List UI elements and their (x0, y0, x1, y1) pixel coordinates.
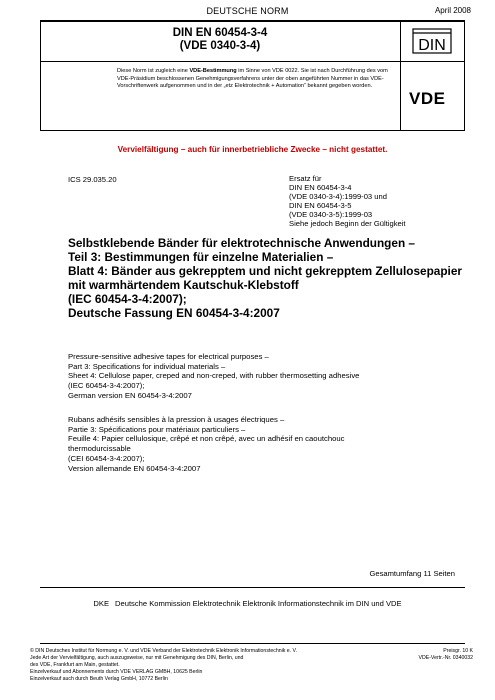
dke-abbr: DKE (93, 599, 110, 608)
vde-logo: VDE (409, 89, 446, 108)
title-en-line: Pressure-sensitive adhesive tapes for electrical purposes – (68, 352, 269, 361)
copyright-line: Jede Art der Vervielfältigung, auch auszugsweise, nur mit Genehmigung des DIN, Berlin, und (30, 655, 244, 661)
title-de-line: Teil 3: Bestimmungen für einzelne Materialien – (68, 250, 334, 264)
title-fr-line: Rubans adhésifs sensibles à la pression à usages électriques – (68, 415, 285, 424)
price-group: Preisgr. 10 K (443, 648, 473, 654)
footer-rule (40, 643, 465, 644)
title-de-line: (IEC 60454-3-4:2007); (68, 292, 187, 306)
footer-copyright (30, 648, 370, 683)
title-de-line: Selbstklebende Bänder für elektrotechnische Anwendungen – (68, 236, 415, 250)
reproduction-notice: Vervielfältigung – auch für innerbetriebliche Zwecke – nicht gestattet. (117, 145, 388, 154)
title-fr-line: (CEI 60454-3-4:2007); (68, 453, 145, 463)
title-box-horizontal-divider (40, 61, 465, 62)
title-de-line: Deutsche Fassung EN 60454-3-4:2007 (68, 306, 280, 320)
vde-notice (117, 68, 391, 91)
header-norm-label: DEUTSCHE NORM (206, 6, 289, 16)
ics-code: ICS 29.035.20 (68, 175, 117, 184)
title-en-line: Part 3: Specifications for individual materials – (68, 361, 226, 371)
din-logo-text: DIN (418, 37, 446, 54)
title-de-line: Blatt 4: Bänder aus gekrepptem und nicht gekrepptem Zellulosepapier (68, 264, 462, 278)
title-en-line: (IEC 60454-3-4:2007); (68, 381, 145, 391)
replacement-info (289, 174, 469, 228)
vde-notice-part1: Diese Norm ist zugleich eine (117, 68, 190, 74)
footer-price (419, 648, 474, 662)
replacement-line: Siehe jedoch Beginn der Gültigkeit (289, 219, 406, 228)
sales-line: Einzelverkauf auch durch Beuth Verlag GmbH, 10772 Berlin (30, 676, 168, 682)
header-date: April 2008 (434, 6, 471, 15)
title-fr-line: Feuille 4: Papier cellulosique, crêpé et non crêpé, avec un adhésif en caoutchouc (68, 434, 345, 444)
title-fr-line: Partie 3: Spécifications pour matériaux particuliers – (68, 424, 246, 434)
vde-notice-bold: VDE-Bestimmung (189, 68, 237, 74)
din-logo-icon (412, 28, 452, 54)
title-en-line: Sheet 4: Cellulose paper, creped and non-creped, with rubber thermosetting adhesive (68, 371, 360, 381)
din-number: DIN EN 60454-3-4 (172, 27, 268, 39)
replacement-line: Ersatz für (289, 174, 322, 183)
dke-line (0, 599, 495, 608)
copyright-line: des VDE, Frankfurt am Main, gestattet. (30, 662, 120, 668)
replacement-line: (VDE 0340-3-4):1999-03 und (289, 192, 387, 201)
copyright-line: © DIN Deutsches Institut für Normung e. V. und VDE Verband der Elektrotechnik Elektronik Informationstechnik e. V. (30, 648, 297, 654)
title-french (68, 415, 468, 473)
replacement-line: DIN EN 60454-3-5 (289, 201, 352, 210)
replacement-line: DIN EN 60454-3-4 (289, 183, 352, 192)
sales-line: Einzelverkauf und Abonnements durch VDE VERLAG GMBH, 10625 Berlin (30, 669, 203, 675)
title-de-line: mit warmhärtendem Kautschuk-Klebstoff (68, 278, 299, 292)
title-fr-line: Version allemande EN 60454-3-4:2007 (68, 463, 201, 473)
document-number (40, 27, 400, 53)
title-german (68, 236, 468, 320)
title-box-vertical-divider (400, 21, 401, 131)
total-pages: Gesamtumfang 11 Seiten (369, 569, 455, 578)
total-pages-rule (40, 587, 465, 588)
vde-number: (VDE 0340-3-4) (179, 40, 261, 52)
title-fr-line: thermodurcissable (68, 444, 131, 454)
replacement-line: (VDE 0340-3-5):1999-03 (289, 210, 373, 219)
vde-notice-part2: im Sinne von VDE 0022. Sie ist nach Durchführung des vom VDE-Präsidium beschlossenen Genehmigungsverfahrens unter der oben angeführten Nummer in das VDE-Vorschriftenwerk aufgenommen und in der „etz Elektrotechnik + Automation“ bekannt gegeben worden. (117, 68, 388, 90)
title-en-line: German version EN 60454-3-4:2007 (68, 390, 192, 400)
vde-sales-number: VDE-Vertr.-Nr. 0340032 (418, 655, 473, 661)
title-english (68, 352, 468, 401)
dke-name: Deutsche Kommission Elektrotechnik Elektronik Informationstechnik im DIN und VDE (115, 599, 402, 608)
